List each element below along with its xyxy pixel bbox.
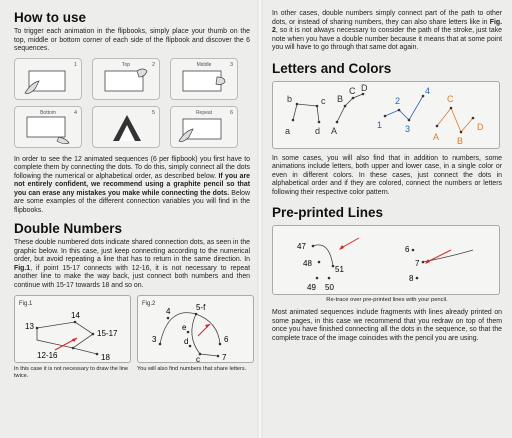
preprinted-label: 50 [325, 283, 334, 292]
letter-label: A [331, 125, 338, 136]
number-label-blue: 3 [405, 123, 411, 134]
fig2-label: d [184, 337, 189, 346]
right-column [262, 0, 512, 438]
fig2-label: e [182, 323, 187, 332]
fig2-label: 4 [166, 307, 171, 316]
letters-colors-svg [273, 82, 501, 150]
fig2-block [137, 295, 254, 380]
step-number: 6 [229, 109, 233, 116]
fig1-title: Fig.1 [19, 301, 33, 307]
shared-dots-paragraph [272, 10, 502, 53]
fig1-reference: Fig.1 [14, 264, 31, 272]
step-label: Bottom [40, 109, 56, 116]
preprinted-label: 6 [405, 245, 410, 254]
flip-steps-grid [14, 58, 250, 148]
how-to-use-heading: How to use [14, 10, 87, 25]
fig2-caption: You will also find numbers that share letters. [137, 366, 247, 372]
fig1-label: 18 [101, 353, 110, 362]
how-to-use-intro: To trigger each animation in the flipbooks, simply place your thumb on the top, middle or bottom corner of each side of the flipbook and discover the 6 sequences. [14, 28, 250, 52]
fig2-reference: Fig. 2 [272, 18, 502, 34]
fig2-label: 5-f [196, 303, 206, 312]
step-number: 1 [73, 61, 77, 68]
preprinted-label: 48 [303, 259, 312, 268]
fig2-label: 3 [152, 335, 157, 344]
letters-colors-heading: Letters and Colors [272, 60, 392, 76]
pencil-recommendation: If you are not entirely confident, we recommend using a graphite pencil so that you can erase any mistakes you make while connecting the dots. [14, 172, 250, 197]
letter-label: D [361, 82, 368, 93]
preprinted-figure [272, 225, 500, 295]
fig1-caption: In this case it is not necessary to draw the line twice. [14, 366, 129, 379]
flipping-pages-icon [93, 107, 159, 147]
preprinted-label: 49 [307, 283, 316, 292]
number-label-blue: 1 [377, 119, 383, 130]
fig1-label: 12-16 [37, 351, 58, 360]
fig1-label: 15-17 [97, 329, 118, 338]
letters-colors-figure [272, 81, 500, 149]
step-number: 4 [73, 109, 77, 116]
fig2-svg [138, 296, 255, 364]
step-label: Middle [196, 61, 212, 68]
step-number: 3 [229, 61, 233, 68]
fig1-label: 14 [71, 311, 80, 320]
letters-colors-paragraph: In some cases, you will also find that in addition to numbers, some animations include letters, both upper and lower case, in a single color or even in different colors. In these cases, just connect the dots in alphabetical order and if they are colored, connect the numbers or letters following their respective color pattern. [272, 154, 502, 196]
preprinted-caption: Re-trace over pre-printed lines with your pencil. [326, 297, 448, 303]
letter-label: C [349, 85, 356, 96]
double-numbers-paragraph [14, 239, 250, 290]
fig1-diagram [14, 295, 131, 363]
double-numbers-text-end: , if point 15-17 connects with 12-16, it is not necessary to repeat another line to make the way back, just connect both numbers and then continue with 15-17 towards 18 and so on. [14, 264, 250, 289]
number-label-blue: 4 [425, 85, 431, 96]
step-number: 5 [151, 109, 155, 116]
fig2-diagram [137, 295, 254, 363]
letter-label-orange: D [477, 121, 484, 132]
fig2-label: 7 [222, 353, 227, 362]
step-5-panel [92, 106, 160, 148]
letter-label-orange: B [457, 135, 464, 146]
step-number: 2 [151, 61, 155, 68]
preprinted-paragraph: Most animated sequences include fragments with lines already printed on some pages, in this case we recommend that you redraw on top of them once you have finished connecting all the dots in the sequence, so that the complete trace of the image coincides with the pencil you are using. [272, 309, 502, 342]
step-3-panel [170, 58, 238, 100]
preprinted-label: 8 [409, 274, 414, 283]
preprinted-label: 47 [297, 242, 306, 251]
connect-dots-text: In order to see the 12 animated sequences (6 per flipbook) you first have to complete them by connecting the dots. To do this, simply connect all the dots following the numerical or alphabetical order, as described below. [14, 155, 250, 180]
fig1-block [14, 295, 131, 380]
letter-label: b [287, 93, 293, 104]
flipbook-hand-icon [15, 59, 81, 99]
step-6-panel [170, 106, 238, 148]
letter-label: d [315, 125, 321, 136]
fig2-label: c [196, 355, 200, 364]
letter-label-orange: A [433, 131, 440, 142]
step-label: Repeat [195, 109, 213, 116]
letter-label: a [285, 125, 291, 136]
letter-label: B [337, 93, 344, 104]
letter-label-orange: C [447, 93, 454, 104]
connect-dots-paragraph [14, 156, 250, 216]
fig1-svg [15, 296, 132, 364]
letter-label: c [321, 95, 326, 106]
preprinted-heading: Pre-printed Lines [272, 205, 384, 220]
fig1-label: 13 [25, 322, 34, 331]
step-4-panel [14, 106, 82, 148]
connect-dots-text-end: Below are some examples of the different connection variables you will find in the flipbooks. [14, 189, 250, 214]
shared-dots-text-end: , so it is not always necessary to consider the path of the stroke, just take note when you have a double number because it means that at some point you will have to go through that same dot again. [272, 27, 502, 51]
double-numbers-heading: Double Numbers [14, 221, 123, 236]
fig2-title: Fig.2 [142, 301, 156, 307]
step-label: Top [121, 61, 131, 68]
double-numbers-figures [14, 295, 250, 380]
double-numbers-text: These double numbered dots indicate shared connection dots, as seen in the graphic below. In this case, just keep connecting according to the numerical order, but avoid repeating a line that has to return in the same direction. In [14, 239, 250, 263]
preprinted-label: 51 [335, 265, 344, 274]
step-1-panel [14, 58, 82, 100]
fig2-label: 6 [224, 335, 229, 344]
step-2-panel [92, 58, 160, 100]
preprinted-svg [273, 226, 501, 296]
preprinted-label: 7 [415, 259, 420, 268]
number-label-blue: 2 [395, 95, 401, 106]
shared-dots-text: In other cases, double numbers simply connect part of the path to other dots, or instead of sharing numbers, they can also share letters like in [272, 10, 502, 26]
